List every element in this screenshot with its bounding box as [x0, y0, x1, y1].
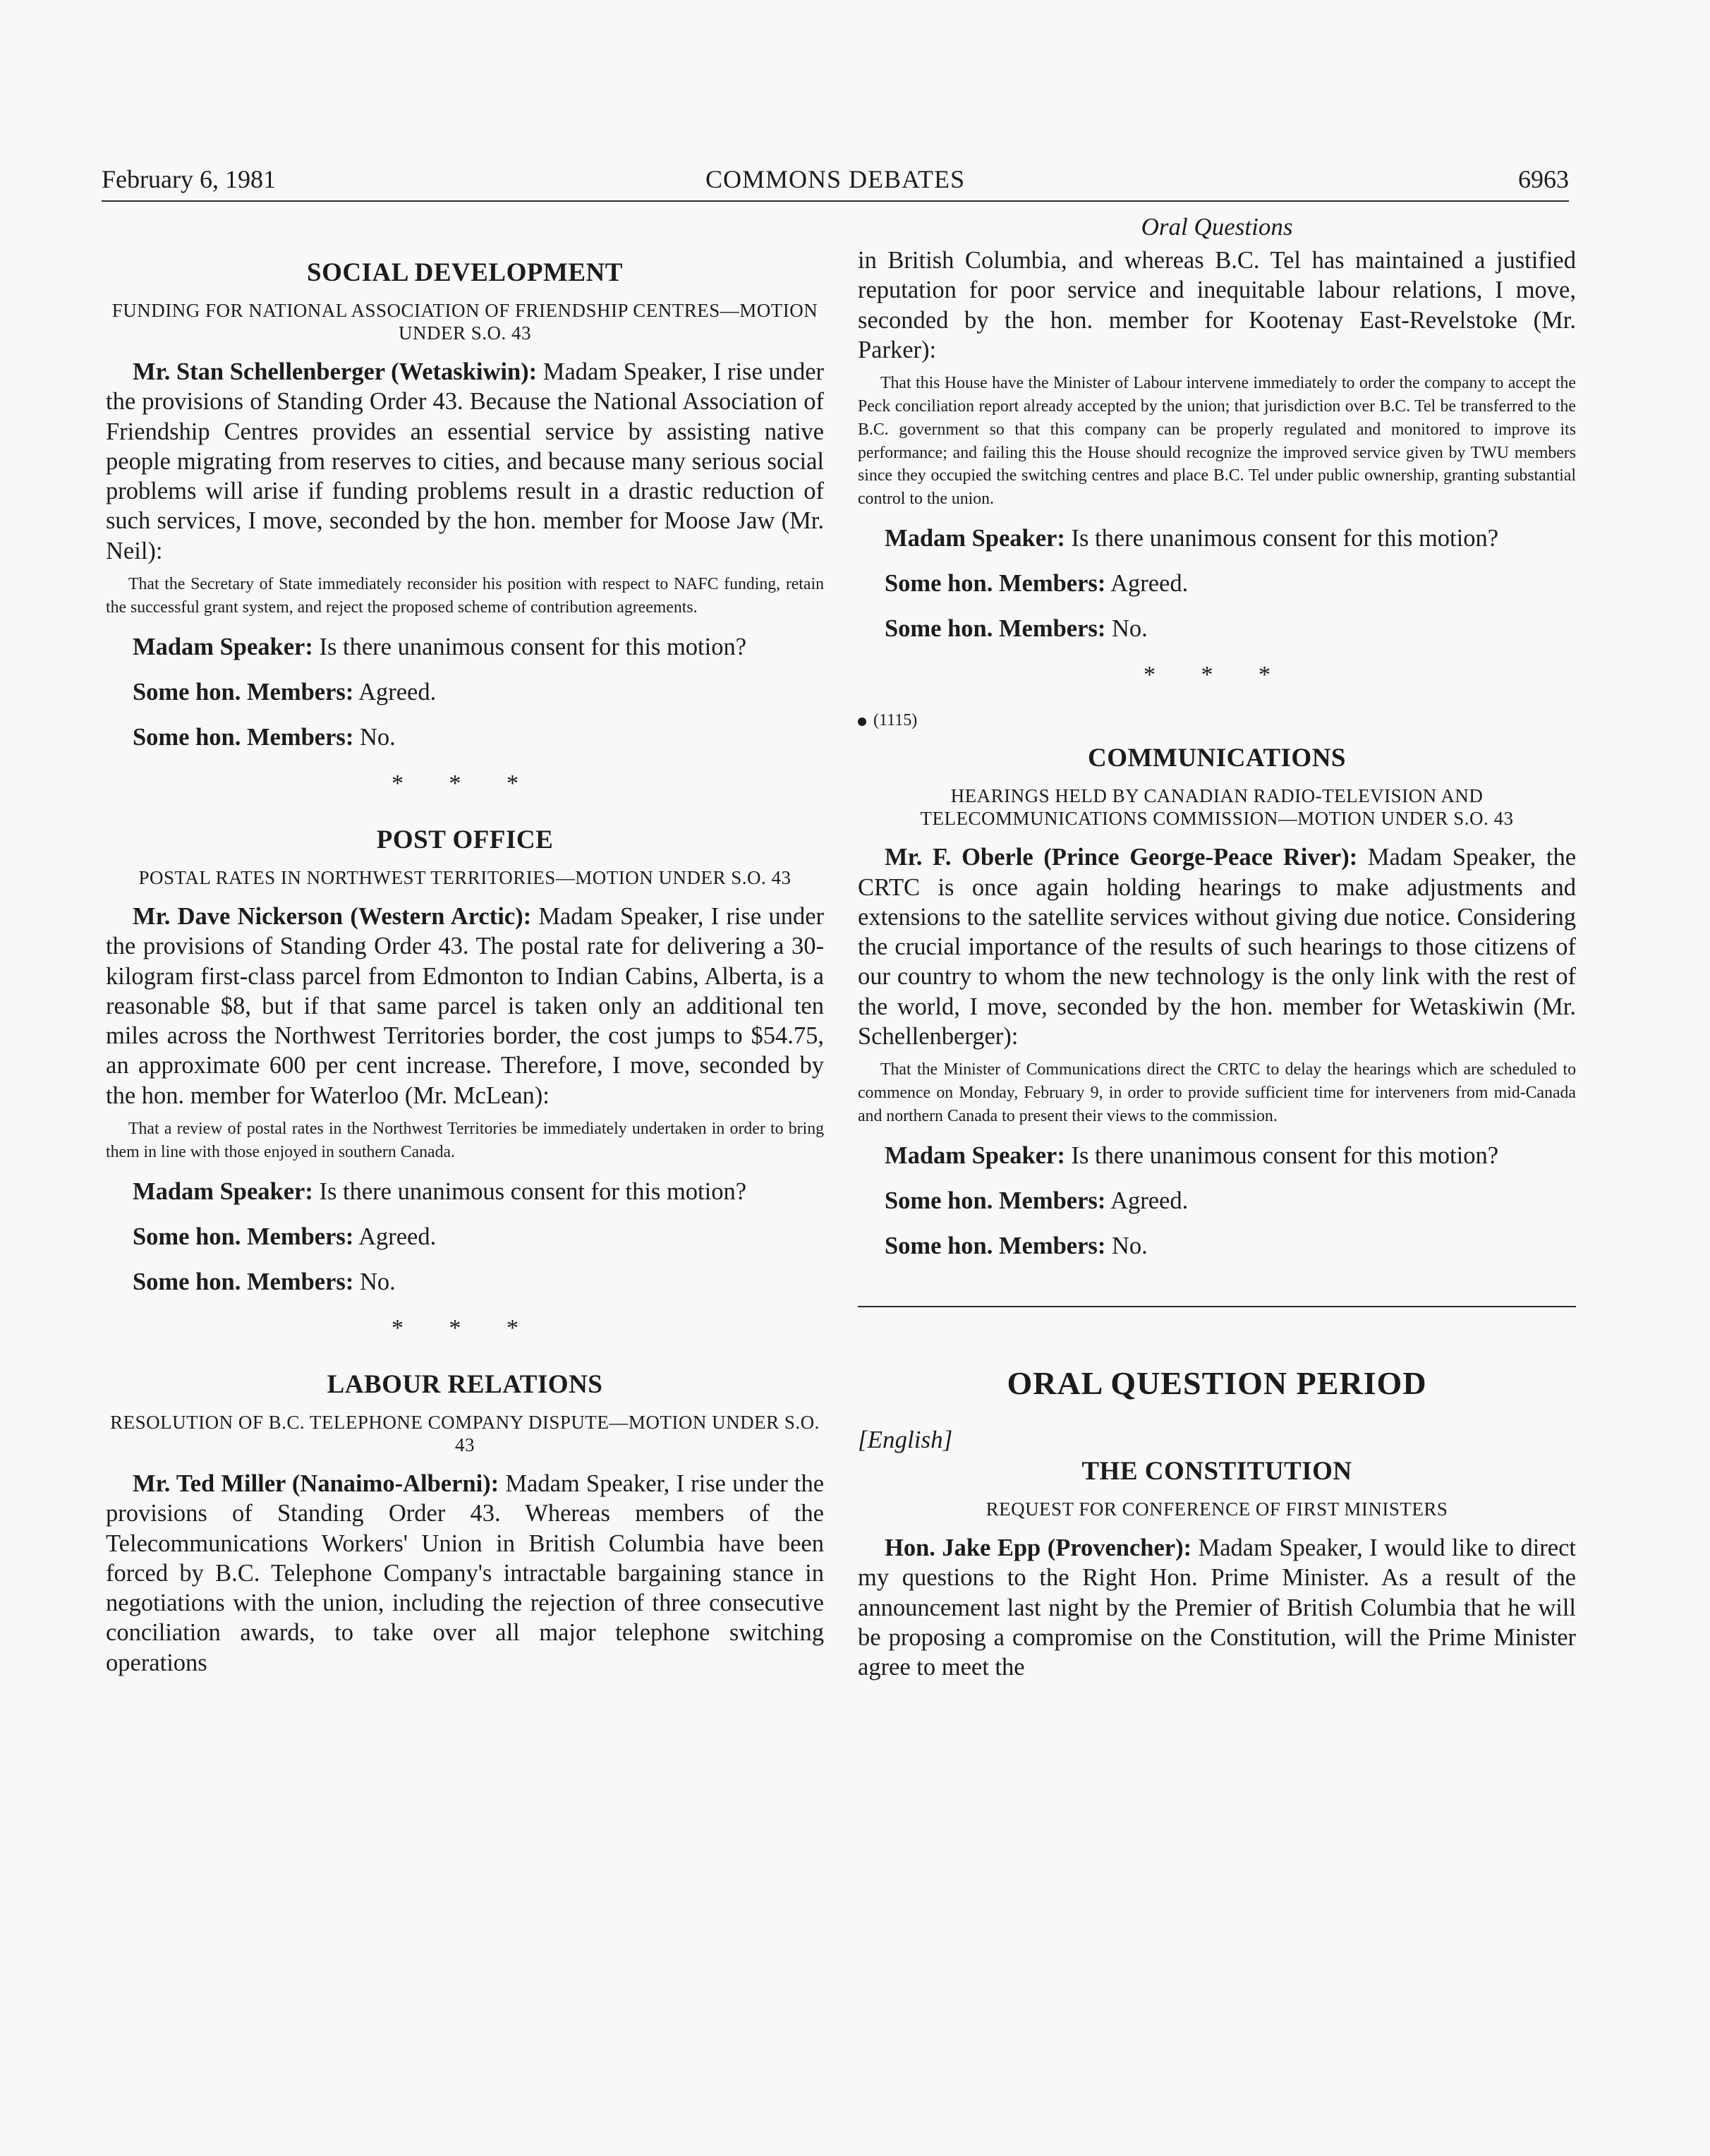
header-title: COMMONS DEBATES — [705, 165, 966, 193]
speaker-name: Madam Speaker: — [885, 1141, 1065, 1169]
speaker-name: Some hon. Members: — [133, 723, 354, 751]
speaker-name: Some hon. Members: — [885, 570, 1106, 598]
right-column — [858, 212, 1576, 1683]
response-line — [106, 1267, 824, 1297]
question-text: Is there unanimous consent for this motion? — [1071, 524, 1499, 552]
section-subheading: HEARINGS HELD BY CANADIAN RADIO-TELEVISION AND TELECOMMUNICATIONS COMMISSION—MOTION UNDER S.O. 43 — [920, 785, 1514, 830]
speaker-name: Some hon. Members: — [133, 678, 354, 705]
response-text: Agreed. — [1110, 570, 1189, 598]
speaker-name: Mr. Dave Nickerson (Western Arctic): — [133, 902, 532, 930]
response-text: Agreed. — [1110, 1187, 1189, 1215]
speaker-name: Mr. F. Oberle (Prince George-Peace River): — [885, 844, 1358, 871]
motion-text: That the Minister of Communications direct the CRTC to delay the hearings which are scheduled to commence on Monday, February 9, in order to provide sufficient time for interveners from mid-Canada and northern Canada to present their views to the commission. — [858, 1060, 1576, 1125]
section-subheading: RESOLUTION OF B.C. TELEPHONE COMPANY DISPUTE—MOTION UNDER S.O. 43 — [110, 1411, 820, 1455]
response-text: No. — [359, 1268, 396, 1295]
running-head: Oral Questions — [1141, 213, 1293, 241]
response-line — [858, 1186, 1576, 1216]
bullet-icon — [858, 717, 866, 726]
speaker-name: Some hon. Members: — [885, 1233, 1106, 1260]
speech-paragraph — [858, 1533, 1576, 1682]
speaker-name: Madam Speaker: — [133, 1177, 313, 1205]
speech-paragraph — [106, 1469, 824, 1678]
speaker-name: Hon. Jake Epp (Provencher): — [885, 1534, 1192, 1562]
question-text: Is there unanimous consent for this motion? — [319, 1177, 747, 1205]
question-paragraph — [106, 632, 824, 662]
speaker-name: Mr. Ted Miller (Nanaimo-Alberni): — [133, 1470, 499, 1497]
response-line — [858, 614, 1576, 643]
speech-paragraph — [858, 842, 1576, 1051]
section-separator: * * * — [1144, 662, 1290, 689]
response-line — [858, 569, 1576, 598]
section-heading: SOCIAL DEVELOPMENT — [307, 258, 623, 287]
speech-text: Madam Speaker, I rise under the provisions of Standing Order 43. Whereas members of the Telecommunications Workers' Union in British Columbia have been forced by B.C. Telephone Company's intractable bargaining stance in negotiations with the union, including the rejection of three consecutive conciliation awards, to take over all major telephone switching operations — [106, 1470, 825, 1676]
section-heading: THE CONSTITUTION — [1081, 1457, 1352, 1486]
motion-text: That this House have the Minister of Labour intervene immediately to order the company to accept the Peck conciliation report already accepted by the union; that jurisdiction over B.C. Tel be transferred to the B.C. government so that this company can be properly regulated and monitored to improve its performance; and failing this the House should recognize the improved service given by TWU members since they occupied the switching centres and place B.C. Tel under public ownership, granting substantial control to the union. — [858, 374, 1576, 509]
speaker-name: Madam Speaker: — [885, 524, 1065, 552]
section-subheading: FUNDING FOR NATIONAL ASSOCIATION OF FRIENDSHIP CENTRES—MOTION UNDER S.O. 43 — [111, 300, 818, 344]
speaker-name: Mr. Stan Schellenberger (Wetaskiwin): — [133, 358, 538, 385]
question-paragraph — [106, 1177, 824, 1206]
response-text: Agreed. — [358, 1223, 437, 1250]
motion-text: That the Secretary of State immediately reconsider his position with respect to NAFC funding, retain the successful grant system, and reject the proposed scheme of contribution agreements. — [106, 575, 824, 617]
divider — [858, 1306, 1576, 1307]
speech-paragraph — [106, 902, 824, 1110]
response-line — [858, 1231, 1576, 1261]
language-tag: [English] — [858, 1426, 953, 1454]
response-text: No. — [1111, 615, 1148, 643]
timestamp — [858, 710, 1576, 731]
speech-text: Madam Speaker, I would like to direct my questions to the Right Hon. Prime Minister. As a result of the announcement last night by the Premier of British Columbia that he will be proposing a compromise on the Constitution, will the Prime Minister agree to meet the — [858, 1534, 1577, 1681]
speaker-name: Madam Speaker: — [133, 633, 313, 660]
speaker-name: Some hon. Members: — [133, 1223, 354, 1250]
section-heading: LABOUR RELATIONS — [327, 1369, 603, 1399]
response-text: Agreed. — [358, 678, 437, 705]
section-separator: * * * — [392, 1314, 538, 1341]
section-separator: * * * — [392, 770, 538, 797]
speech-text: Madam Speaker, the CRTC is once again holding hearings to make adjustments and extensions to the satellite services without giving due notice. Considering the crucial importance of the results of such hearings to those citizens of our country to whom the new technology is the only link with the rest of the world, I move, seconded by the hon. member for Wetaskiwin (Mr. Schellenberger): — [858, 844, 1577, 1050]
response-line — [106, 677, 824, 707]
timestamp-text: (1115) — [873, 711, 918, 730]
section-subheading: REQUEST FOR CONFERENCE OF FIRST MINISTERS — [986, 1498, 1448, 1520]
question-text: Is there unanimous consent for this motion? — [319, 633, 747, 660]
speech-paragraph-continued: in British Columbia, and whereas B.C. Tel has maintained a justified reputation for poor service and inequitable labour relations, I move, seconded by the hon. member for Kootenay East-Revelstoke (Mr. Parker): — [858, 247, 1576, 363]
response-line — [106, 1222, 824, 1252]
header-date: February 6, 1981 — [102, 165, 276, 193]
oral-question-period-heading: ORAL QUESTION PERIOD — [1007, 1365, 1427, 1402]
section-heading: POST OFFICE — [376, 825, 554, 854]
question-paragraph — [858, 523, 1576, 553]
speech-paragraph — [106, 357, 824, 566]
page-header — [102, 164, 1569, 202]
left-column — [106, 212, 824, 1678]
motion-text: That a review of postal rates in the Northwest Territories be immediately undertaken in order to bring them in line with those enjoyed in southern Canada. — [106, 1120, 824, 1161]
response-text: No. — [1111, 1233, 1148, 1260]
speaker-name: Some hon. Members: — [885, 1187, 1106, 1215]
speech-text: Madam Speaker, I rise under the provisions of Standing Order 43. Because the National Association of Friendship Centres provides an essential service by assisting native people migrating from reserves to cities, and because many serious social problems will arise if funding problems result in a drastic reduction of such services, I move, seconded by the hon. member for Moose Jaw (Mr. Neil): — [106, 358, 824, 564]
response-line — [106, 722, 824, 752]
speaker-name: Some hon. Members: — [885, 615, 1106, 643]
question-text: Is there unanimous consent for this motion? — [1071, 1141, 1499, 1169]
response-text: No. — [359, 723, 396, 751]
header-page-number: 6963 — [1518, 165, 1569, 193]
speech-text: Madam Speaker, I rise under the provisions of Standing Order 43. The postal rate for delivering a 30-kilogram first-class parcel from Edmonton to Indian Cabins, Alberta, is a reasonable $8, but if that same parcel is taken only an additional ten miles across the Northwest Territories border, the cost jumps to $54.75, an approximate 600 per cent increase. Therefore, I move, seconded by the hon. member for Waterloo (Mr. McLean): — [106, 902, 824, 1109]
section-subheading: POSTAL RATES IN NORTHWEST TERRITORIES—MOTION UNDER S.O. 43 — [138, 866, 792, 888]
question-paragraph — [858, 1141, 1576, 1170]
section-heading: COMMUNICATIONS — [1087, 744, 1347, 773]
speaker-name: Some hon. Members: — [133, 1268, 354, 1295]
